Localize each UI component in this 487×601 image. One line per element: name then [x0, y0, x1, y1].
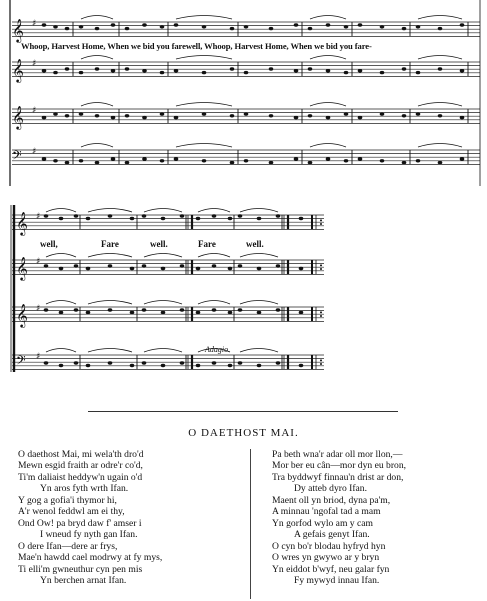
note-head [460, 69, 465, 72]
note-head [196, 311, 201, 314]
note-head [308, 67, 313, 70]
poem-line: A gefais genyt Ifan. [294, 529, 370, 541]
note-head [269, 67, 274, 70]
treble-clef: 𝄞 [16, 211, 28, 235]
treble-clef: 𝄞 [16, 303, 28, 327]
poem-line: Ond Ow! pa bryd daw f' amser i [18, 517, 142, 529]
note-head [95, 27, 100, 30]
note-head [212, 264, 217, 267]
note-head [79, 112, 84, 115]
note-head [438, 114, 443, 117]
bass-clef: 𝄢 [12, 148, 22, 166]
note-head [125, 114, 130, 117]
slur [176, 56, 232, 60]
sharp-sign: ♯ [36, 352, 41, 362]
note-head [230, 27, 235, 30]
note-head [142, 214, 147, 217]
score-lyric-word: well, [40, 239, 58, 249]
note-head [86, 267, 91, 270]
poem-line: Maent oll yn briod, dyna pa'm, [272, 494, 391, 506]
poem-left-column [18, 449, 233, 586]
note-head [230, 161, 235, 164]
note-head [59, 311, 64, 314]
score-lyric-word: well. [246, 239, 264, 249]
repeat-dot [320, 363, 322, 365]
note-head [202, 112, 207, 115]
poem-line: A minnau 'ngofal tad a mam [272, 506, 381, 518]
score-lyric-word: Fare [198, 239, 216, 249]
note-head [130, 217, 135, 220]
note-head [42, 157, 47, 160]
sharp-sign: ♯ [32, 19, 37, 29]
note-head [294, 157, 299, 160]
column-divider [250, 449, 251, 599]
poem-line: Yn aros fyth wrth Ifan. [40, 483, 129, 495]
poem-title: O DAETHOST MAI. [188, 427, 299, 439]
note-head [125, 67, 130, 70]
note-head [416, 112, 421, 115]
note-head [74, 361, 79, 364]
note-head [160, 25, 165, 28]
slur [418, 56, 462, 60]
note-head [230, 114, 235, 117]
note-head [326, 157, 331, 160]
note-head [160, 159, 165, 162]
poem-line: O dere Ifan—dere ar frys, [18, 540, 118, 552]
treble-clef: 𝄞 [12, 58, 24, 82]
note-head [65, 27, 70, 30]
note-head [380, 112, 385, 115]
note-head [79, 25, 84, 28]
slur [81, 103, 113, 107]
note-head [299, 217, 304, 220]
note-head [53, 25, 58, 28]
note-head [238, 214, 243, 217]
note-head [202, 25, 207, 28]
slur [176, 16, 232, 20]
note-head [174, 157, 179, 160]
note-head [438, 27, 443, 30]
note-head [44, 214, 49, 217]
slur [46, 209, 76, 213]
note-head [228, 311, 233, 314]
note-head [276, 361, 281, 364]
slur [144, 254, 182, 258]
note-head [125, 161, 130, 164]
repeat-dot [320, 223, 322, 225]
repeat-dot [320, 219, 322, 221]
section-rule [88, 411, 398, 412]
note-head [344, 25, 349, 28]
repeat-dot [320, 311, 322, 313]
note-head [212, 214, 217, 217]
note-head [244, 71, 249, 74]
note-head [53, 71, 58, 74]
note-head [95, 161, 100, 164]
note-head [130, 311, 135, 314]
slur [198, 301, 230, 305]
slur [81, 16, 113, 20]
note-head [228, 364, 233, 367]
note-head [79, 159, 84, 162]
slur [240, 209, 278, 213]
note-head [344, 112, 349, 115]
note-head [108, 214, 113, 217]
note-head [326, 69, 331, 72]
treble-clef: 𝄞 [12, 105, 24, 129]
note-head [380, 71, 385, 74]
note-head [130, 267, 135, 270]
slur [198, 209, 230, 213]
score-lyrics-system-1: Whoop, Harvest Home, When we bid you farewell, Whoop, Harvest Home, When we bid you fare- [21, 41, 372, 51]
note-head [326, 23, 331, 26]
note-head [160, 112, 165, 115]
slur [144, 301, 182, 305]
poem-line: O cyn bo'r blodau hyfryd hyn [272, 540, 386, 552]
poem-line: A'r wenol feddwl am ei thy, [18, 506, 125, 518]
slur [310, 103, 346, 107]
note-head [160, 71, 165, 74]
slur [46, 254, 76, 258]
note-head [108, 361, 113, 364]
note-head [308, 27, 313, 30]
slur [88, 254, 132, 258]
note-head [299, 311, 304, 314]
note-head [65, 67, 70, 70]
note-head [230, 67, 235, 70]
slur [81, 144, 113, 148]
slur [240, 301, 278, 305]
note-head [65, 161, 70, 164]
slur [88, 301, 132, 305]
note-head [276, 264, 281, 267]
note-head [299, 267, 304, 270]
note-head [257, 267, 262, 270]
note-head [74, 264, 79, 267]
slur [240, 349, 278, 353]
bass-clef: 𝄢 [16, 353, 26, 371]
note-head [276, 308, 281, 311]
note-head [125, 27, 130, 30]
slur [144, 209, 182, 213]
note-head [196, 217, 201, 220]
slur [418, 103, 462, 107]
note-head [294, 116, 299, 119]
note-head [86, 217, 91, 220]
note-head [142, 69, 147, 72]
note-head [44, 264, 49, 267]
note-head [358, 157, 363, 160]
note-head [74, 308, 79, 311]
repeat-dot [320, 315, 322, 317]
note-head [86, 364, 91, 367]
slur [88, 209, 132, 213]
poem-line: O daethost Mai, mi wela'th dro'd [18, 449, 144, 460]
note-head [244, 25, 249, 28]
poem-line: Fy mywyd innau Ifan. [294, 574, 380, 586]
note-head [108, 308, 113, 311]
note-head [161, 267, 166, 270]
note-head [161, 217, 166, 220]
note-head [59, 217, 64, 220]
slur [81, 56, 113, 60]
note-head [344, 159, 349, 162]
note-head [308, 114, 313, 117]
note-head [238, 308, 243, 311]
note-head [269, 161, 274, 164]
note-head [299, 364, 304, 367]
slur [176, 144, 232, 148]
note-head [180, 361, 185, 364]
note-head [42, 23, 47, 26]
note-head [95, 67, 100, 70]
repeat-dot [320, 268, 322, 270]
note-head [294, 69, 299, 72]
note-head [161, 311, 166, 314]
slur [310, 144, 346, 148]
note-head [416, 71, 421, 74]
note-head [402, 114, 407, 117]
poem-line: Dy atteb dyro Ifan. [294, 483, 367, 495]
note-head [244, 112, 249, 115]
note-head [196, 364, 201, 367]
note-head [86, 311, 91, 314]
slur [418, 16, 462, 20]
sharp-sign: ♯ [32, 147, 37, 157]
score-lyric-word: Fare [101, 239, 119, 249]
note-head [380, 159, 385, 162]
note-head [257, 311, 262, 314]
note-head [358, 116, 363, 119]
sharp-sign: ♯ [36, 257, 41, 267]
poem-line: Ti'm daliaist heddyw'n ugain o'd [18, 471, 143, 483]
note-head [59, 267, 64, 270]
note-head [202, 71, 207, 74]
poem-line: Yn berchen arnat Ifan. [40, 574, 127, 586]
note-head [180, 308, 185, 311]
slur [176, 103, 232, 107]
slur [198, 254, 230, 258]
slur [46, 301, 76, 305]
note-head [108, 264, 113, 267]
note-head [42, 116, 47, 119]
note-head [174, 69, 179, 72]
note-head [44, 361, 49, 364]
note-head [276, 214, 281, 217]
note-head [44, 308, 49, 311]
note-head [53, 112, 58, 115]
note-head [142, 308, 147, 311]
note-head [142, 361, 147, 364]
note-head [202, 159, 207, 162]
note-head [257, 217, 262, 220]
note-head [380, 25, 385, 28]
note-head [238, 264, 243, 267]
note-head [212, 361, 217, 364]
treble-clef: 𝄞 [12, 18, 24, 42]
note-head [308, 161, 313, 164]
poem-line: Ti elli'm gwneuthur cyn pen mis [18, 563, 143, 575]
note-head [238, 361, 243, 364]
note-head [460, 157, 465, 160]
sharp-sign: ♯ [32, 59, 37, 69]
note-head [174, 23, 179, 26]
repeat-dot [320, 264, 322, 266]
note-head [460, 23, 465, 26]
note-head [344, 71, 349, 74]
note-head [53, 159, 58, 162]
note-head [402, 67, 407, 70]
note-head [438, 161, 443, 164]
note-head [294, 23, 299, 26]
note-head [95, 114, 100, 117]
poem-line: Yn eiddot b'wyf, neu galar fyn [272, 563, 390, 575]
note-head [358, 69, 363, 72]
note-head [161, 364, 166, 367]
poem-line: Y gog a gofia'i thymor hi, [18, 494, 117, 506]
slur [46, 349, 76, 353]
repeat-dot [320, 359, 322, 361]
slur [240, 254, 278, 258]
note-head [257, 364, 262, 367]
note-head [402, 161, 407, 164]
note-head [416, 25, 421, 28]
note-head [244, 159, 249, 162]
note-head [142, 157, 147, 160]
note-head [111, 116, 116, 119]
note-head [228, 217, 233, 220]
note-head [174, 116, 179, 119]
score-lyric-word: well. [150, 239, 168, 249]
poem-line: Mae'n hawdd cael modrwy at fy mys, [18, 552, 163, 564]
note-head [65, 114, 70, 117]
note-head [402, 27, 407, 30]
slur [144, 349, 182, 353]
slur [88, 349, 132, 353]
note-head [142, 116, 147, 119]
poem-line: Mor ber eu cân—mor dyn eu bron, [272, 460, 407, 472]
slur [310, 16, 346, 20]
sharp-sign: ♯ [36, 304, 41, 314]
note-head [196, 267, 201, 270]
note-head [74, 214, 79, 217]
note-head [460, 116, 465, 119]
poem-line: Mewn esgid fraith ar odre'r co'd, [18, 460, 143, 472]
poem-right-column [272, 449, 482, 586]
note-head [212, 308, 217, 311]
note-head [228, 267, 233, 270]
note-head [180, 264, 185, 267]
poem-line: O wres yn gwywo ar y bryn [272, 552, 380, 564]
poem-line: Tra byddwyf finnau'n drist ar don, [272, 471, 404, 483]
treble-clef: 𝄞 [16, 256, 28, 280]
note-head [358, 23, 363, 26]
note-head [111, 157, 116, 160]
slur [310, 56, 346, 60]
note-head [269, 27, 274, 30]
note-head [269, 114, 274, 117]
note-head [111, 23, 116, 26]
poem-line: Yn gorfod wylo am y cam [272, 517, 373, 529]
note-head [42, 69, 47, 72]
tempo-marking: Adagio. [205, 345, 231, 354]
poem-line: Pa beth wna'r adar oll mor llon,— [272, 449, 403, 460]
note-head [438, 67, 443, 70]
note-head [111, 69, 116, 72]
poem-line: I wneud fy nyth gan Ifan. [40, 529, 138, 541]
note-head [142, 23, 147, 26]
note-head [79, 71, 84, 74]
sharp-sign: ♯ [36, 212, 41, 222]
sharp-sign: ♯ [32, 106, 37, 116]
note-head [416, 159, 421, 162]
note-head [142, 264, 147, 267]
note-head [180, 214, 185, 217]
note-head [59, 364, 64, 367]
note-head [130, 364, 135, 367]
note-head [326, 116, 331, 119]
slur [418, 144, 462, 148]
